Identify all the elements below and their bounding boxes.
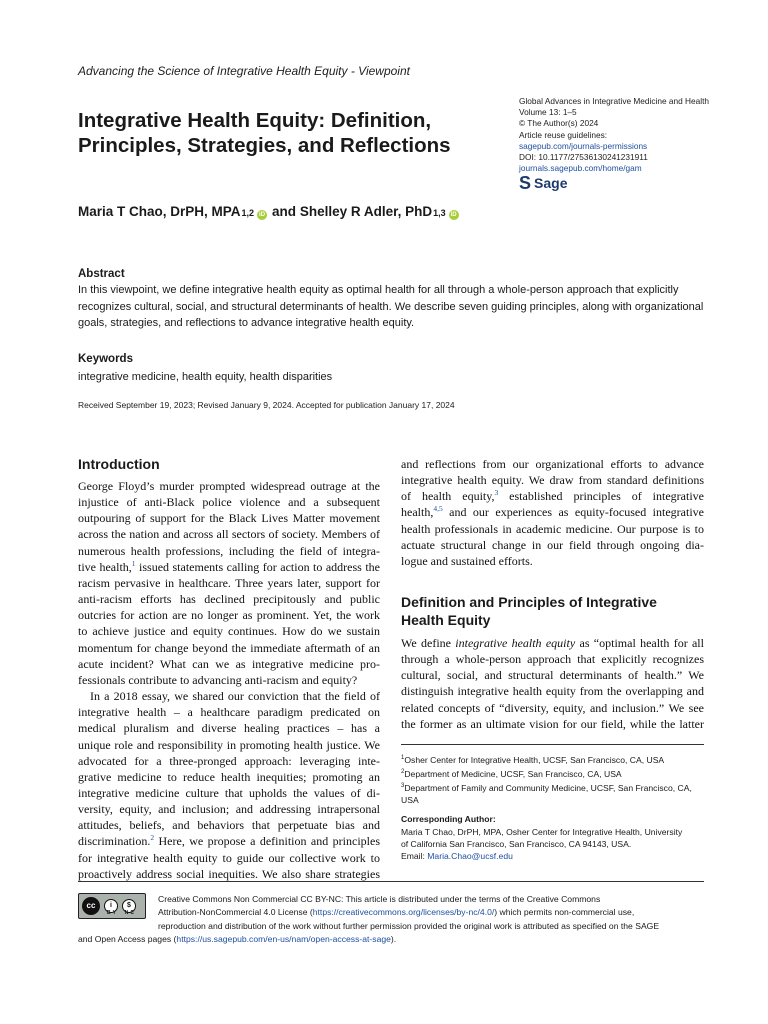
citation-ref[interactable]: 2 — [150, 833, 155, 843]
received-dates: Received September 19, 2023; Revised January 9, 2024. Accepted for publication January 17, 2024 — [78, 400, 455, 410]
author-affil-refs: 1,2 — [241, 208, 255, 218]
body-line: related concepts of “diversity, equity, and inclusion.” We see — [401, 700, 704, 715]
doi: DOI: 10.1177/27536130241231911 — [519, 152, 648, 163]
body-line: to achieve justice and equity continues. How do we sustain — [78, 624, 380, 639]
introduction-body — [78, 478, 380, 882]
body-line: advocated for a three-pronged approach: leveraging inte- — [78, 753, 380, 768]
journal-info — [519, 96, 719, 174]
body-line: across the nation and across all sectors of society. Members of — [78, 527, 380, 542]
defined-term: integrative health equity — [455, 636, 576, 650]
license-link[interactable]: https://creativecommons.org/licenses/by-nc/4.0/ — [312, 907, 495, 918]
body-line-text: tive health, — [78, 559, 132, 574]
orcid-icon[interactable]: iD — [259, 212, 266, 218]
sage-logo-icon: S — [519, 173, 532, 193]
license-line-text: ). — [390, 934, 397, 945]
license-line: reproduction and distribution of the work without further permission provided the original work is attributed as specified on the SAGE — [158, 920, 660, 931]
body-line: anti-racism efforts has declined precipitously and public — [78, 592, 380, 607]
reuse-link[interactable]: sagepub.com/journals-permissions — [519, 140, 648, 151]
body-line: momentum for change beyond the immediate aftermath of an — [78, 640, 380, 655]
affiliation-text: Osher Center for Integrative Health, UCSF, San Francisco, CA, USA — [404, 754, 665, 765]
keywords-text: integrative medicine, health equity, health disparities — [78, 371, 333, 383]
author-name: Shelley R Adler, PhD — [299, 204, 433, 219]
body-line: and reflections from our organizational efforts to advance — [401, 457, 704, 471]
badge-by-label: BY — [107, 910, 118, 916]
affiliation-num: 1 — [401, 755, 405, 761]
noncommercial-icon: $ — [122, 899, 136, 913]
journal-link[interactable]: journals.sagepub.com/home/gam — [519, 163, 642, 174]
corresponding-label: Corresponding Author: — [401, 814, 496, 824]
affiliation-text: USA — [401, 795, 419, 806]
body-line: the former as an ultimate vision for our field, while the latter — [401, 716, 704, 731]
definition-heading: Definition and Principles of Integrative Health Equity — [401, 594, 657, 628]
body-line: In a 2018 essay, we shared our conviction that the field of — [90, 689, 380, 704]
affiliation-item — [401, 780, 706, 794]
body-line: for integrative health equity to guide our collective work to — [78, 850, 380, 865]
affiliation-item — [401, 752, 706, 766]
body-line-text: and our experiences as equity-focused integrative — [442, 505, 704, 520]
body-line — [401, 488, 704, 504]
body-line-text: health, — [401, 505, 434, 520]
body-line: George Floyd’s murder prompted widespread outrage at the — [78, 479, 380, 493]
body-line — [78, 833, 380, 849]
body-line: cultural, social, and structural determinants of health.” We — [401, 668, 704, 683]
sage-logo — [519, 174, 567, 192]
corresponding-line: of California San Francisco, San Francisco, CA 94143, USA. — [401, 839, 632, 850]
running-head: Advancing the Science of Integrative Health Equity - Viewpoint — [78, 64, 410, 78]
citation-ref[interactable]: 4,5 — [433, 504, 443, 514]
body-line: health professionals in academic medicine. Our purpose is to — [401, 521, 704, 536]
body-line: integrative health – a healthcare paradigm predicated on — [78, 705, 380, 720]
by-attribution-icon: i — [104, 899, 118, 913]
body-line-text: as “optimal health for all — [575, 636, 704, 650]
cc-badge-labels — [107, 910, 136, 916]
introduction-body-continued — [401, 456, 704, 569]
author-name: Maria T Chao, DrPH, MPA — [78, 204, 241, 219]
body-line: unique role and responsibility in promoting health justice. We — [78, 737, 380, 752]
license-line-text: ) which permits non-commercial use, — [494, 907, 635, 918]
reuse-label: Article reuse guidelines: — [519, 129, 608, 140]
license-line: Creative Commons Non Commercial CC BY-NC: This article is distributed under the terms of the Creative Commons — [158, 894, 601, 904]
body-line: logue and sustained efforts. — [401, 553, 533, 568]
abstract-text: In this viewpoint, we define integrative health equity as optimal health for all through a whole-person approach that explicitly recognizes cultural, social, and structural determinants of health. We describe seven guiding principles, along with organizational goals, strategies, and reflections to advance integrative health equity. — [78, 284, 704, 329]
license-line-text: Attribution-NonCommercial 4.0 License ( — [158, 907, 313, 918]
body-line: actuate structural change in our field through ongoing dia- — [401, 537, 704, 552]
license-line — [78, 933, 704, 946]
affiliation-text: Department of Family and Community Medicine, UCSF, San Francisco, CA, — [404, 782, 692, 793]
license-line — [78, 906, 704, 919]
body-line: outcries for action are no longer as prominent. Yet, the work — [78, 608, 380, 623]
corresponding-email-line — [401, 850, 706, 862]
cc-license-badge[interactable] — [78, 893, 146, 919]
affiliation-num: 2 — [401, 769, 405, 776]
journal-volume: Volume 13: 1–5 — [519, 107, 577, 118]
orcid-icon[interactable]: iD — [450, 212, 457, 218]
body-line — [401, 504, 704, 520]
body-line: integrative medicine culture that upholds the values of di- — [78, 785, 380, 800]
body-line: outpouring of support for the Black Lives Matter movement — [78, 511, 380, 526]
affiliation-item — [401, 794, 706, 806]
body-line: proactively address social inequities. We also share strategies — [78, 866, 380, 881]
sage-logo-word: Sage — [534, 175, 568, 191]
cc-icon: cc — [82, 897, 100, 915]
affiliation-item — [401, 766, 706, 780]
corresponding-author — [401, 826, 706, 863]
body-line-text: We define — [401, 636, 456, 650]
journal-name: Global Advances in Integrative Medicine and Health — [519, 96, 710, 106]
body-line — [78, 559, 380, 575]
author-joiner: and — [272, 204, 297, 219]
article-title: Integrative Health Equity: Definition, Principles, Strategies, and Reflections — [78, 109, 451, 157]
citation-ref[interactable]: 3 — [494, 488, 499, 498]
body-line: fessionals contribute to advancing anti-racism and equity? — [78, 672, 358, 687]
body-line: distinguish integrative health equity from the overlapping and — [401, 684, 704, 699]
keywords-label: Keywords — [78, 353, 133, 365]
body-line-text: issued statements calling for action to address the — [135, 559, 380, 574]
body-line-text: established principles of integrative — [498, 489, 704, 504]
license-divider — [78, 881, 704, 882]
body-line-text: Here, we propose a definition and principles — [154, 834, 380, 849]
body-line: versity, equity, and inclusion; and addressing intrapersonal — [78, 802, 380, 817]
body-line-text: discrimination. — [78, 834, 151, 849]
body-line: through a whole-person approach that explicitly recognizes — [401, 652, 704, 667]
body-line: acute incident? What can we as integrative medicine pro- — [78, 656, 380, 671]
body-line: integrative health equity. We draw from standard definitions — [401, 473, 704, 488]
open-access-link[interactable]: https://us.sagepub.com/en-us/nam/open-access-at-sage — [176, 934, 391, 945]
author-affil-refs: 1,3 — [433, 208, 446, 218]
body-line: injustice of anti-Black police violence and a subsequent — [78, 495, 380, 510]
body-line: racism pervasive in healthcare. Three years later, support for — [78, 575, 380, 590]
badge-nc-label: NC — [124, 910, 136, 916]
body-line: numerous health professions, including the field of integra- — [78, 543, 380, 558]
corresponding-line: Maria T Chao, DrPH, MPA, Osher Center for Integrative Health, University — [401, 827, 683, 837]
email-link[interactable]: Maria.Chao@ucsf.edu — [427, 851, 513, 862]
email-label: Email: — [401, 851, 428, 862]
citation-ref[interactable]: 1 — [131, 558, 136, 568]
affiliation-text: Department of Medicine, UCSF, San Francisco, CA, USA — [404, 768, 622, 779]
author-line — [78, 204, 464, 220]
abstract-label: Abstract — [78, 268, 125, 280]
introduction-heading: Introduction — [78, 456, 160, 472]
journal-copyright: © The Author(s) 2024 — [519, 118, 599, 129]
body-line: medical pluralism and diverse healing practices – has a — [78, 721, 380, 736]
body-line-text: of health equity, — [401, 489, 495, 504]
body-line — [401, 635, 704, 651]
body-line: grative medicine to reduce health inequities; promoting an — [78, 769, 380, 784]
license-text — [78, 893, 704, 947]
footnote-divider — [401, 744, 704, 745]
definition-body — [401, 635, 704, 732]
affiliation-num: 3 — [401, 783, 405, 790]
body-line: attitudes, beliefs, and behaviors that perpetuate bias and — [78, 818, 380, 833]
license-line-text: and Open Access pages ( — [78, 934, 177, 945]
affiliations — [401, 752, 706, 806]
